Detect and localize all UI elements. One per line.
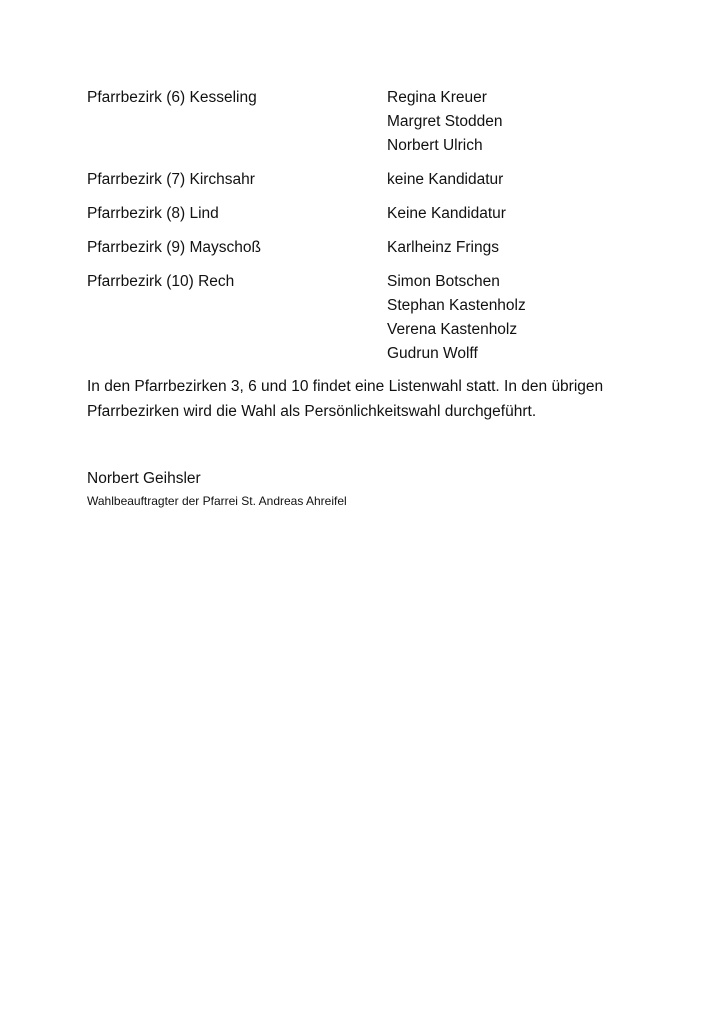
candidate-list <box>387 168 647 192</box>
district-list <box>87 86 647 376</box>
district-row <box>87 270 647 366</box>
candidate-name: Stephan Kastenholz <box>387 297 526 314</box>
district-name: Pfarrbezirk (7) Kirchsahr <box>87 171 255 188</box>
district-name: Pfarrbezirk (10) Rech <box>87 273 235 290</box>
candidate-name: Simon Botschen <box>387 273 500 290</box>
candidate-list <box>387 236 647 260</box>
election-note: In den Pfarrbezirken 3, 6 und 10 findet eine Listenwahl statt. In den übrigen Pfarrbezirken wird die Wahl als Persönlichkeitswahl durchgeführt. <box>87 378 604 420</box>
candidate-name: Norbert Ulrich <box>387 137 483 154</box>
candidate-name: Keine Kandidatur <box>387 205 506 222</box>
district-name: Pfarrbezirk (6) Kesseling <box>87 89 257 106</box>
candidate-name: Karlheinz Frings <box>387 239 499 256</box>
district-row <box>87 86 647 158</box>
candidate-name: Regina Kreuer <box>387 89 487 106</box>
district-name: Pfarrbezirk (8) Lind <box>87 205 219 222</box>
district-name: Pfarrbezirk (9) Mayschoß <box>87 239 261 256</box>
district-row <box>87 202 647 226</box>
candidate-name: Gudrun Wolff <box>387 345 478 362</box>
candidate-name: Margret Stodden <box>387 113 503 130</box>
district-row <box>87 236 647 260</box>
signer-name: Norbert Geihsler <box>87 470 201 487</box>
district-row <box>87 168 647 192</box>
candidate-name: Verena Kastenholz <box>387 321 518 338</box>
signer-title: Wahlbeauftragter der Pfarrei St. Andreas Ahreifel <box>87 494 347 508</box>
candidate-list <box>387 270 647 366</box>
candidate-name: keine Kandidatur <box>387 171 504 188</box>
candidate-list <box>387 86 647 158</box>
candidate-list <box>387 202 647 226</box>
